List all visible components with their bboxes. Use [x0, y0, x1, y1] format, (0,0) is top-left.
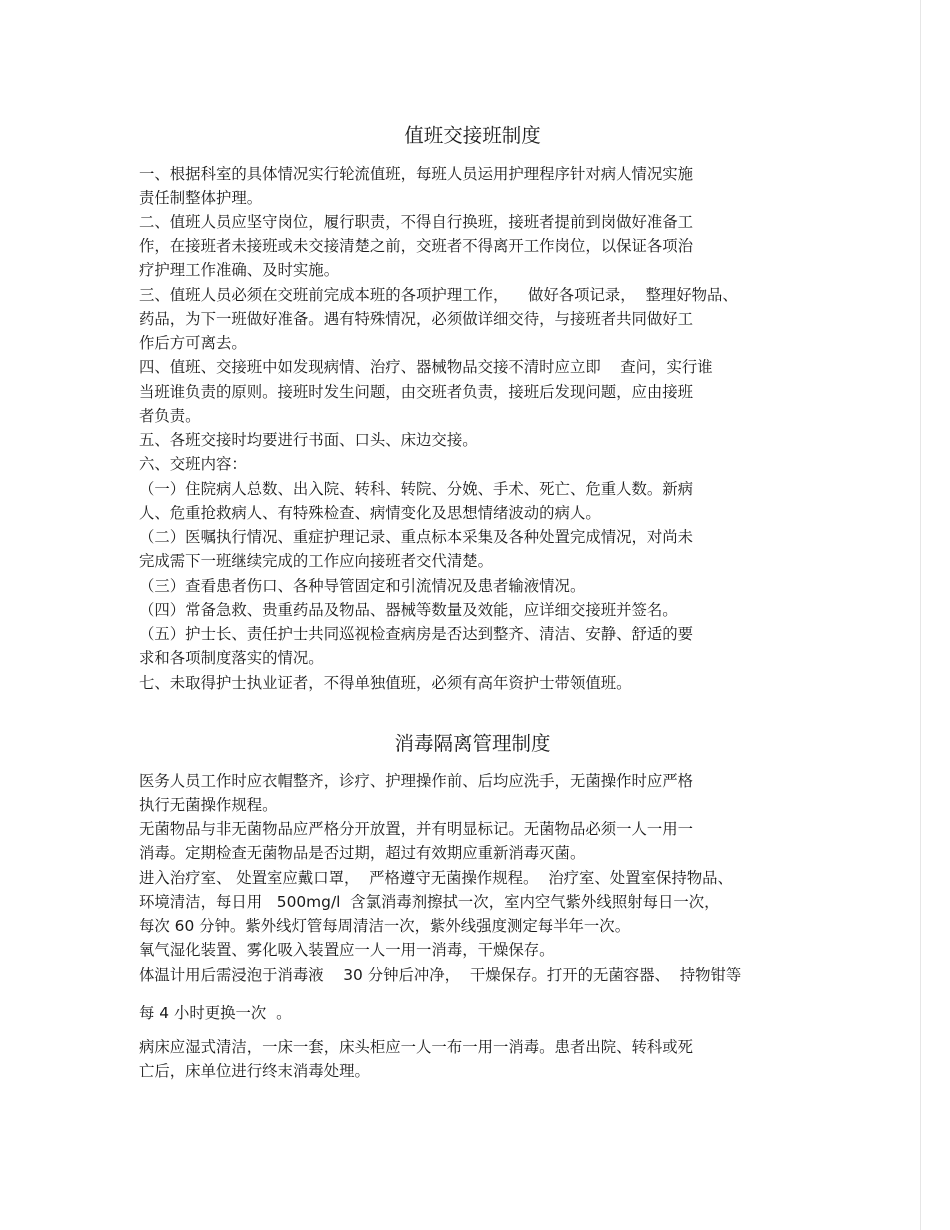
- text-line: 五、各班交接时均要进行书面、口头、床边交接。: [139, 431, 478, 449]
- text-line: 体温计用后需浸泡于消毒液 30 分钟后冲净， 干燥保存。打开的无菌容器、 持物钳等: [139, 966, 742, 984]
- text-line: 每 4 小时更换一次 。: [139, 1004, 292, 1022]
- text-line: 氧气湿化装置、雾化吸入装置应一人一用一消毒，干燥保存。: [139, 941, 555, 959]
- text-line: （二）医嘱执行情况、重症护理记录、重点标本采集及各种处置完成情况，对尚未: [139, 528, 694, 546]
- text-line: 作，在接班者未接班或未交接清楚之前，交班者不得离开工作岗位，以保证各项治: [139, 237, 694, 255]
- text-line: 执行无菌操作规程。: [139, 796, 278, 814]
- text-line: 疗护理工作准确、及时实施。: [139, 261, 340, 279]
- text-line: 无菌物品与非无菌物品应严格分开放置，并有明显标记。无菌物品必须一人一用一: [139, 820, 694, 838]
- text-line: 三、值班人员必须在交班前完成本班的各项护理工作， 做好各项记录， 整理好物品、: [139, 286, 738, 304]
- text-line: （三）查看患者伤口、各种导管固定和引流情况及患者输液情况。: [139, 577, 586, 595]
- text-line: （四）常备急救、贵重药品及物品、器械等数量及效能，应详细交接班并签名。: [139, 601, 678, 619]
- text-line: （五）护士长、责任护士共同巡视检查病房是否达到整齐、清洁、安静、舒适的要: [139, 625, 694, 643]
- section-title-duty-handover: 值班交接班制度: [404, 124, 541, 147]
- text-line: 作后方可离去。: [139, 334, 247, 352]
- text-line: 当班谁负责的原则。接班时发生问题，由交班者负责，接班后发现问题，应由接班: [139, 383, 694, 401]
- text-line: 四、值班、交接班中如发现病情、治疗、器械物品交接不清时应立即 查问，实行谁: [139, 358, 713, 376]
- text-line: 人、危重抢救病人、有特殊检查、病情变化及思想情绪波动的病人。: [139, 504, 601, 522]
- text-line: 一、根据科室的具体情况实行轮流值班，每班人员运用护理程序针对病人情况实施: [139, 165, 694, 183]
- text-line: 完成需下一班继续完成的工作应向接班者交代清楚。: [139, 552, 493, 570]
- section-title-disinfection: 消毒隔离管理制度: [394, 732, 551, 755]
- text-line: 亡后，床单位进行终末消毒处理。: [139, 1062, 370, 1080]
- text-line: （一）住院病人总数、出入院、转科、转院、分娩、手术、死亡、危重人数。新病: [139, 480, 694, 498]
- text-line: 消毒。定期检查无菌物品是否过期，超过有效期应重新消毒灭菌。: [139, 844, 586, 862]
- text-line: 责任制整体护理。: [139, 189, 263, 207]
- page-edge-divider: [920, 0, 921, 1230]
- text-line: 病床应湿式清洁，一床一套，床头柜应一人一布一用一消毒。患者出院、转科或死: [139, 1038, 694, 1056]
- text-line: 求和各项制度落实的情况。: [139, 649, 324, 667]
- text-line: 六、交班内容：: [139, 455, 247, 473]
- text-line: 环境清洁，每日用 500mg/l 含氯消毒剂擦拭一次，室内空气紫外线照射每日一次，: [139, 893, 720, 911]
- text-line: 药品，为下一班做好准备。遇有特殊情况，必须做详细交待，与接班者共同做好工: [139, 310, 694, 328]
- text-line: 七、未取得护士执业证者，不得单独值班，必须有高年资护士带领值班。: [139, 674, 632, 692]
- text-line: 二、值班人员应坚守岗位，履行职责，不得自行换班，接班者提前到岗做好准备工: [139, 213, 694, 231]
- text-line: 进入治疗室、 处置室应戴口罩， 严格遵守无菌操作规程。 治疗室、处置室保持物品、: [139, 869, 733, 887]
- text-line: 医务人员工作时应衣帽整齐，诊疗、护理操作前、后均应洗手，无菌操作时应严格: [139, 772, 694, 790]
- text-line: 者负责。: [139, 407, 201, 425]
- text-line: 每次 60 分钟。紫外线灯管每周清洁一次，紫外线强度测定每半年一次。: [139, 917, 631, 935]
